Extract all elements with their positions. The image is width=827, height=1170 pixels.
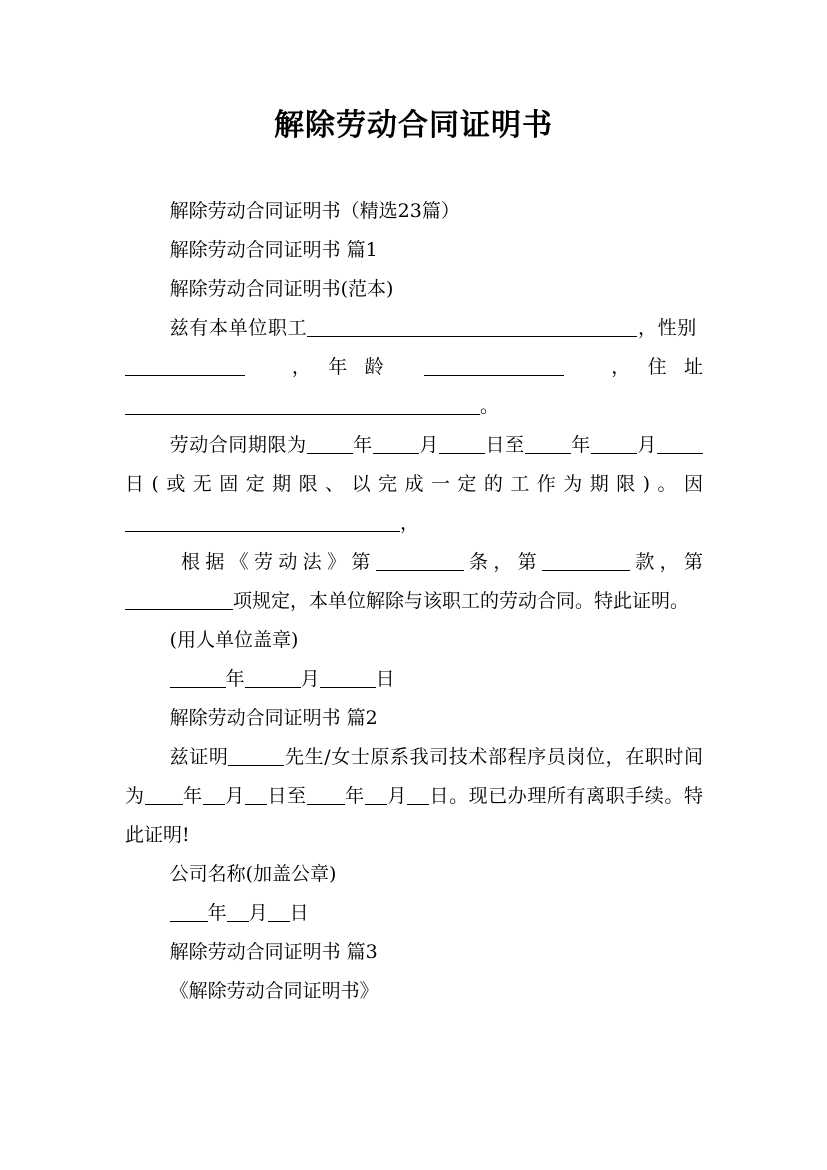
blank-day — [268, 902, 290, 922]
section-heading-2 — [125, 699, 703, 738]
sample-heading-text: 解除劳动合同证明书(范本) — [169, 278, 394, 300]
text-segment: ，年龄 — [291, 356, 401, 378]
text-segment: 月 — [418, 434, 439, 456]
text-segment: 月 — [248, 902, 268, 924]
blank-name — [228, 746, 284, 766]
date-line-2 — [125, 894, 703, 933]
blank-gender — [125, 356, 245, 376]
text-segment: 月 — [300, 668, 320, 690]
text-segment: 年 — [207, 902, 227, 924]
blank-month — [227, 902, 249, 922]
text-segment: ，性别 — [637, 317, 697, 339]
text-segment: 《解除劳动合同证明书》 — [169, 980, 379, 1002]
section-heading-text: 解除劳动合同证明书 篇1 — [169, 239, 378, 261]
text-segment: 年 — [225, 668, 245, 690]
paragraph-contract-term — [125, 426, 703, 543]
text-segment: 年 — [570, 434, 591, 456]
blank-age — [424, 356, 564, 376]
text-segment: 年 — [344, 785, 365, 807]
blank-month — [373, 434, 419, 454]
blank-year — [170, 668, 226, 688]
document-body — [125, 192, 703, 1011]
blank-month — [245, 668, 301, 688]
blank-name — [307, 317, 637, 337]
blank-day-2 — [657, 434, 703, 454]
date-line-1 — [125, 660, 703, 699]
heading-text: 解除劳动合同证明书（精选23篇） — [169, 200, 460, 222]
blank-year — [145, 785, 183, 805]
section-heading-text: 解除劳动合同证明书 篇2 — [169, 707, 378, 729]
text-segment: 年 — [352, 434, 373, 456]
section-heading-3 — [125, 933, 703, 972]
blank-clause — [542, 551, 630, 571]
sample-heading — [125, 270, 703, 309]
text-segment: 年 — [182, 785, 203, 807]
blank-article — [376, 551, 464, 571]
blank-year — [170, 902, 208, 922]
text-segment: 月 — [386, 785, 407, 807]
text-segment: ，住址 — [611, 356, 703, 378]
text-segment: 月 — [224, 785, 245, 807]
text-segment: 日 — [375, 668, 395, 690]
text-segment: 劳动合同期限为 — [169, 434, 307, 456]
text-segment: 兹有本单位职工 — [169, 317, 308, 339]
seal-line-1 — [125, 621, 703, 660]
seal-text: 公司名称(加盖公章) — [169, 863, 337, 885]
blank-year-2 — [525, 434, 571, 454]
text-segment: 根据《劳动法》第 — [181, 551, 376, 573]
text-segment: 月 — [636, 434, 657, 456]
document-title: 解除劳动合同证明书 — [274, 108, 553, 143]
text-segment: 项规定，本单位解除与该职工的劳动合同。特此证明。 — [233, 590, 690, 612]
text-segment: 先生/女士原系我司技术部程序员岗位，在职时间为 — [125, 746, 703, 807]
blank-day — [245, 785, 267, 805]
section-heading-text: 解除劳动合同证明书 篇3 — [169, 941, 378, 963]
blank-item — [125, 590, 233, 610]
blank-reason — [125, 512, 400, 532]
paragraph-legal-basis — [125, 543, 703, 621]
paragraph-employee-info — [125, 309, 703, 426]
blank-month-2 — [365, 785, 387, 805]
text-segment: 日(或无固定期限、以完成一定的工作为期限)。因 — [125, 473, 703, 495]
text-segment: 日至 — [266, 785, 307, 807]
seal-line-2 — [125, 855, 703, 894]
text-segment: 。 — [480, 395, 500, 417]
heading-line — [125, 192, 703, 231]
paragraph-certificate — [125, 738, 703, 855]
blank-month-2 — [591, 434, 637, 454]
text-segment: 日 — [289, 902, 309, 924]
blank-year — [307, 434, 353, 454]
text-segment: 款，第 — [629, 551, 703, 573]
blank-day — [320, 668, 376, 688]
blank-day-2 — [407, 785, 429, 805]
blank-month — [203, 785, 225, 805]
blank-year-2 — [307, 785, 345, 805]
seal-text: (用人单位盖章) — [169, 629, 299, 651]
blank-day — [439, 434, 485, 454]
blank-address — [125, 395, 480, 415]
text-segment: 兹证明 — [169, 746, 229, 768]
text-segment: 日至 — [484, 434, 525, 456]
section-heading-1 — [125, 231, 703, 270]
last-line — [125, 972, 703, 1011]
text-segment: ， — [400, 512, 420, 534]
text-segment: 日。现已办理所有离职手续。特此证明! — [125, 785, 703, 846]
text-segment: 条，第 — [463, 551, 542, 573]
